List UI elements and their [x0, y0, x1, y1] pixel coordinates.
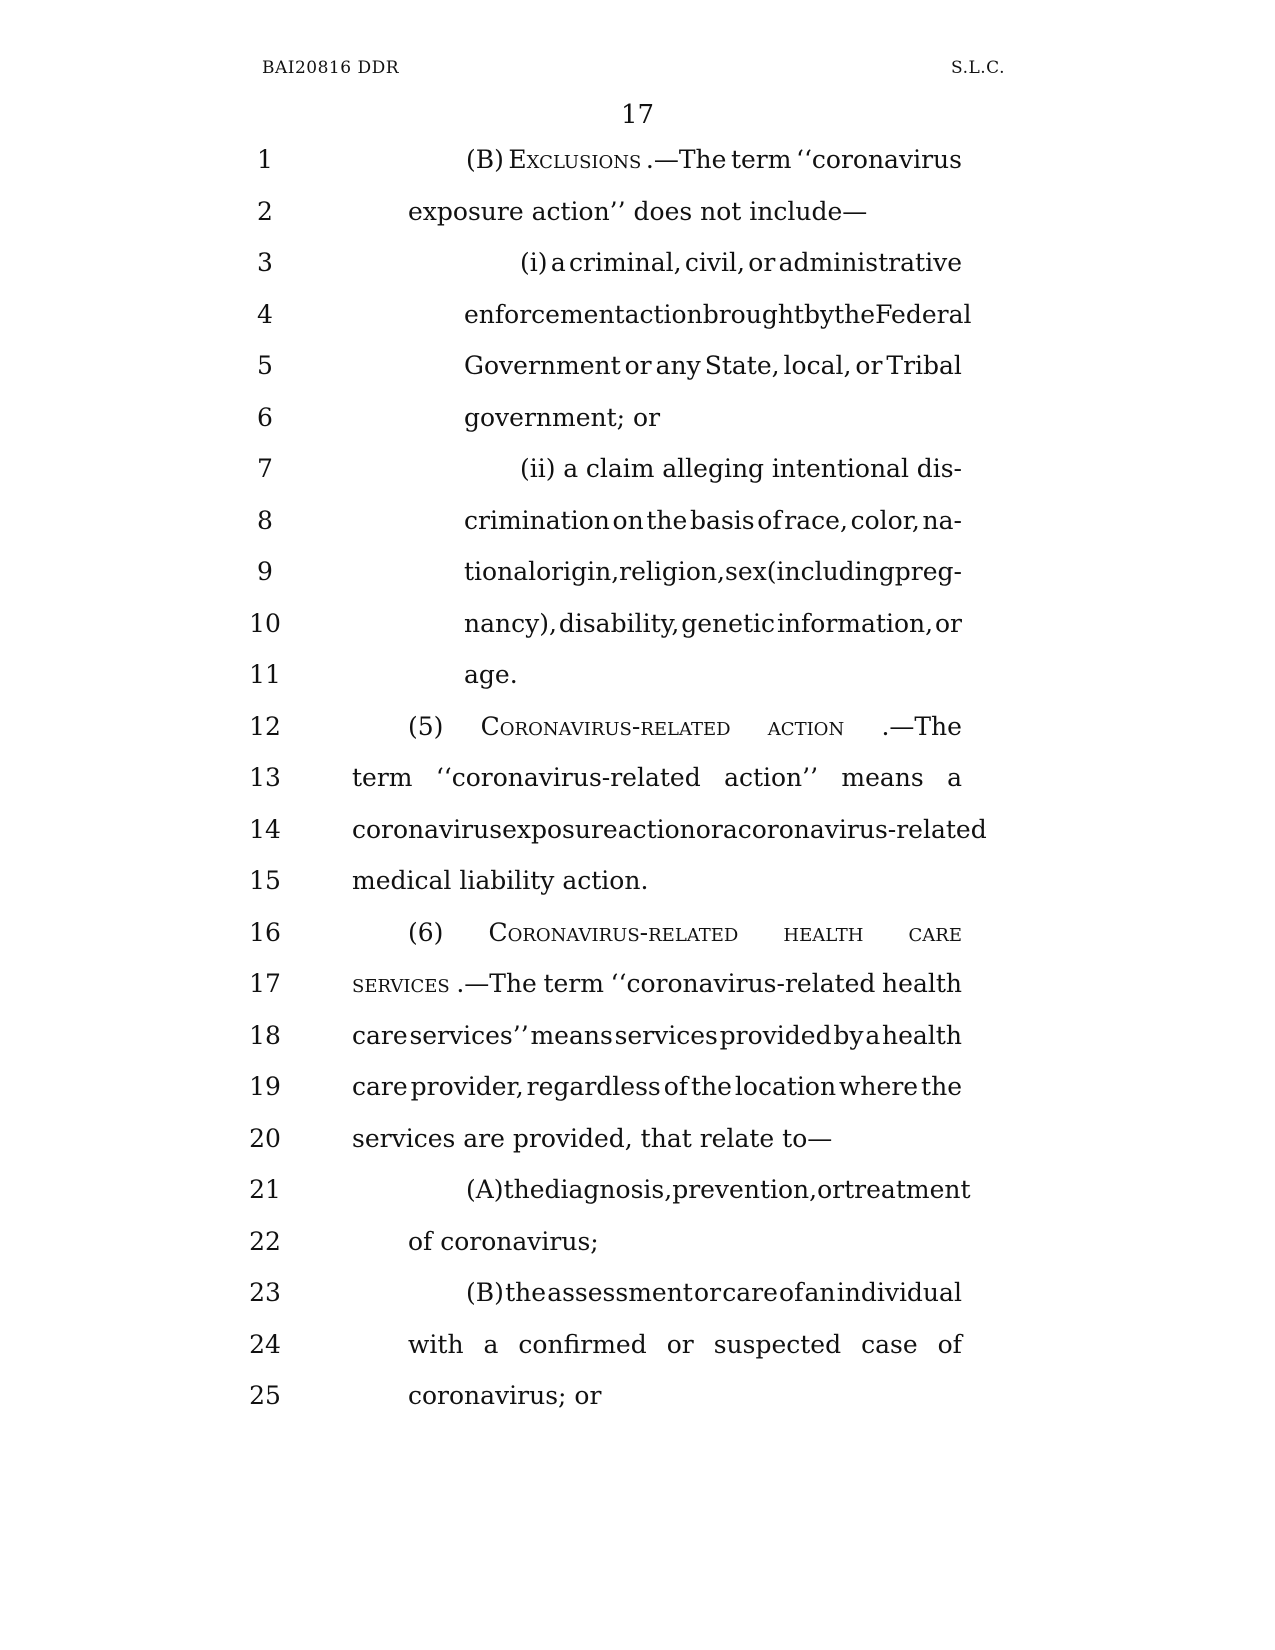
page-number: 17 [620, 100, 655, 130]
line-number: 25 [249, 1381, 281, 1410]
text-line [0, 192, 1275, 232]
line-number: 18 [249, 1020, 281, 1050]
line-number: 13 [249, 763, 281, 792]
text-line [0, 552, 1275, 592]
line-number: 17 [249, 969, 281, 998]
line-text: medical liability action. [352, 866, 649, 895]
text-line [0, 346, 1275, 386]
text-line [0, 964, 1275, 1004]
text-line [0, 1170, 1275, 1210]
text-line [0, 1325, 1275, 1365]
document-id: BAI20816 DDR [262, 58, 400, 78]
line-text: coronavirus exposure action or a coronavirus-related [352, 814, 987, 844]
text-line [0, 861, 1275, 901]
text-line [0, 1273, 1275, 1313]
text-line [0, 501, 1275, 541]
text-line [0, 810, 1275, 850]
line-number: 16 [249, 917, 281, 947]
line-text: care provider, regardless of the location where the [352, 1072, 962, 1101]
line-number: 22 [249, 1226, 281, 1256]
line-text: (B) Exclusions .—The term ‘‘coronavirus [466, 145, 962, 174]
line-number: 19 [249, 1072, 281, 1101]
line-number: 3 [257, 248, 273, 277]
line-number: 11 [249, 660, 281, 689]
text-line [0, 1016, 1275, 1056]
line-text: services .—The term ‘‘coronavirus-related health [352, 969, 962, 998]
line-text: government; or [464, 402, 661, 432]
text-line [0, 449, 1275, 489]
line-number: 7 [257, 454, 273, 483]
text-line [0, 758, 1275, 798]
line-text: (5) Coronavirus-related action .—The [408, 711, 962, 741]
line-number: 1 [257, 145, 273, 174]
line-number: 2 [257, 196, 273, 226]
line-text: of coronavirus; [408, 1226, 599, 1256]
text-line [0, 243, 1275, 283]
line-number: 4 [257, 299, 273, 329]
line-number: 15 [249, 866, 281, 895]
line-text: (B) the assessment or care of an individual [466, 1278, 962, 1307]
line-text: enforcement action brought by the Federal [464, 299, 972, 329]
text-line [0, 655, 1275, 695]
line-number: 9 [257, 557, 273, 586]
line-text: (ii) a claim alleging intentional dis- [520, 454, 962, 483]
line-text: (i) a criminal, civil, or administrative [520, 248, 962, 277]
line-text: with a confirmed or suspected case of [408, 1329, 962, 1359]
line-text: tional origin, religion, sex (including preg- [464, 557, 962, 586]
line-number: 5 [257, 351, 273, 380]
slc-label: S.L.C. [951, 58, 1005, 78]
line-number: 24 [249, 1329, 281, 1359]
line-text: Government or any State, local, or Tribal [464, 351, 962, 380]
line-text: term ‘‘coronavirus-related action’’ means a [352, 763, 962, 792]
line-text: (6) Coronavirus-related health care [408, 917, 962, 947]
text-line [0, 140, 1275, 180]
text-line [0, 1222, 1275, 1262]
line-text: (A) the diagnosis, prevention, or treatment [466, 1175, 971, 1204]
line-number: 20 [249, 1123, 281, 1153]
line-text: care services’’ means services provided by a health [352, 1020, 962, 1050]
text-line [0, 1119, 1275, 1159]
line-text: age. [464, 660, 518, 689]
line-text: exposure action’’ does not include— [408, 196, 868, 226]
line-text: nancy), disability, genetic information, or [464, 608, 962, 638]
line-number: 12 [249, 711, 281, 741]
line-number: 6 [257, 402, 273, 432]
text-line [0, 398, 1275, 438]
line-number: 8 [257, 505, 273, 535]
text-line [0, 295, 1275, 335]
line-text: crimination on the basis of race, color, na- [464, 505, 962, 535]
line-text: coronavirus; or [408, 1381, 602, 1410]
text-line [0, 1376, 1275, 1416]
text-line [0, 1067, 1275, 1107]
text-line [0, 707, 1275, 747]
line-number: 14 [249, 814, 281, 844]
line-text: services are provided, that relate to— [352, 1123, 833, 1153]
line-number: 23 [249, 1278, 281, 1307]
text-line [0, 913, 1275, 953]
line-number: 21 [249, 1175, 281, 1204]
text-line [0, 604, 1275, 644]
line-number: 10 [249, 608, 281, 638]
